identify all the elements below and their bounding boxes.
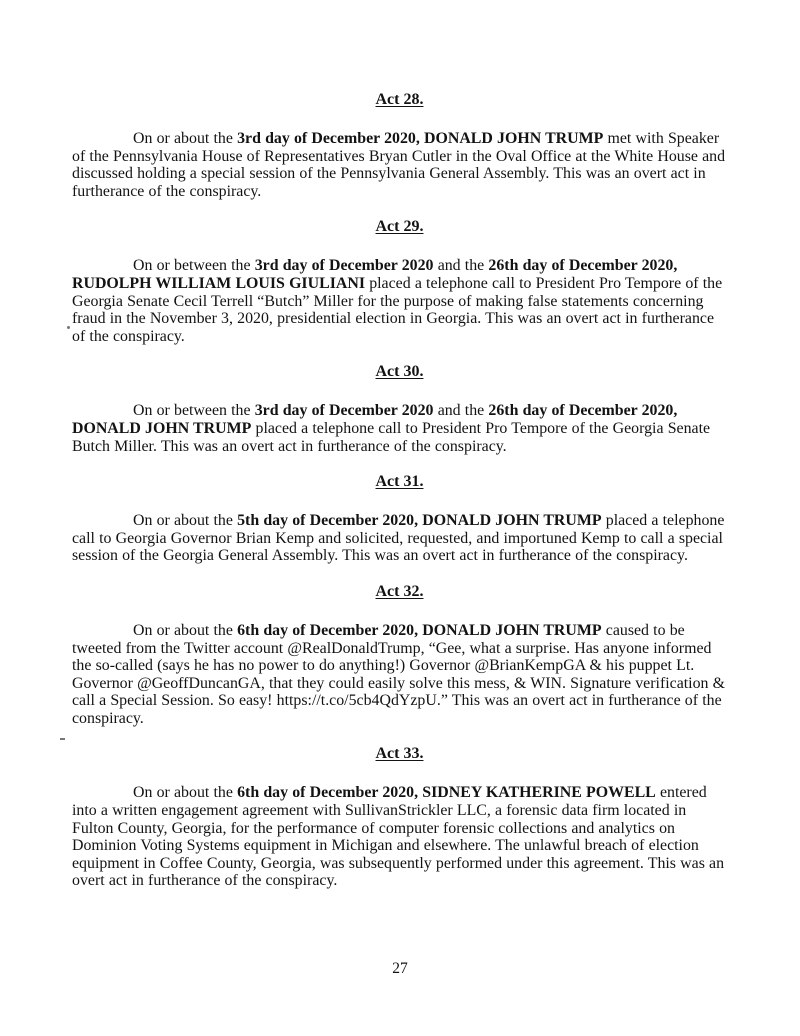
page-number: 27 (392, 960, 408, 977)
act-29-heading-text: Act 29. (375, 218, 424, 236)
act-28-heading (72, 91, 727, 109)
act-30-heading-text: Act 30. (375, 363, 424, 381)
act-28-paragraph: On or about the 3rd day of December 2020, DONALD JOHN TRUMP met with Speaker of the Pennsylvania House of Representatives Bryan Cutler in the Oval Office at the White House and discussed holding a special session of the Pennsylvania General Assembly. This was an overt act in furtherance of the conspiracy. (72, 130, 726, 200)
act-33-section (72, 745, 727, 890)
act-32-heading (72, 583, 727, 601)
document-content (72, 91, 727, 908)
act-30-paragraph: On or between the 3rd day of December 2020 and the 26th day of December 2020, DONALD JOHN TRUMP placed a telephone call to President Pro Tempore of the Georgia Senate Butch Miller. This was an overt act in furtherance of the conspiracy. (72, 402, 711, 455)
act-28-section (72, 91, 727, 200)
act-32-paragraph: On or about the 6th day of December 2020, DONALD JOHN TRUMP caused to be tweeted from the Twitter account @RealDonaldTrump, “Gee, what a surprise. Has anyone informed the so-called (says he has no power to do anything!) Governor @BrianKempGA & his puppet Lt. Governor @GeoffDuncanGA, that they could easily solve this mess, & WIN. Signature verification & call a Special Session. So easy! https://t.co/5cb4QdYzpU.” This was an overt act in furtherance of the conspiracy. (72, 621, 726, 727)
act-33-paragraph: On or about the 6th day of December 2020, SIDNEY KATHERINE POWELL entered into a written engagement agreement with SullivanStrickler LLC, a forensic data firm located in Fulton County, Georgia, for the performance of computer forensic collections and analytics on Dominion Voting Systems equipment in Michigan and elsewhere. The unlawful breach of election equipment in Coffee County, Georgia, was subsequently performed under this agreement. This was an overt act in furtherance of the conspiracy. (72, 784, 725, 890)
act-29-section (72, 218, 727, 345)
act-32-section (72, 583, 727, 728)
act-31-heading-text: Act 31. (375, 473, 424, 491)
act-28-heading-text: Act 28. (375, 91, 424, 108)
act-30-heading (72, 363, 727, 381)
act-29-heading (72, 218, 727, 236)
act-32-heading-text: Act 32. (375, 582, 424, 600)
scan-artifact-dot (67, 326, 70, 329)
act-29-paragraph: On or between the 3rd day of December 2020 and the 26th day of December 2020, RUDOLPH WILLIAM LOUIS GIULIANI placed a telephone call to President Pro Tempore of the Georgia Senate Cecil Terrell “Butch” Miller for the purpose of making false statements concerning fraud in the November 3, 2020, presidential election in Georgia. This was an overt act in furtherance of the conspiracy. (72, 257, 723, 345)
act-30-section (72, 363, 727, 455)
act-31-heading (72, 473, 727, 491)
scan-artifact-dash (60, 738, 65, 740)
act-31-section (72, 473, 727, 565)
act-31-paragraph: On or about the 5th day of December 2020, DONALD JOHN TRUMP placed a telephone call to Georgia Governor Brian Kemp and solicited, requested, and importuned Kemp to call a special session of the Georgia General Assembly. This was an overt act in furtherance of the conspiracy. (72, 512, 725, 565)
act-33-heading-text: Act 33. (375, 745, 424, 763)
act-33-heading (72, 745, 727, 763)
